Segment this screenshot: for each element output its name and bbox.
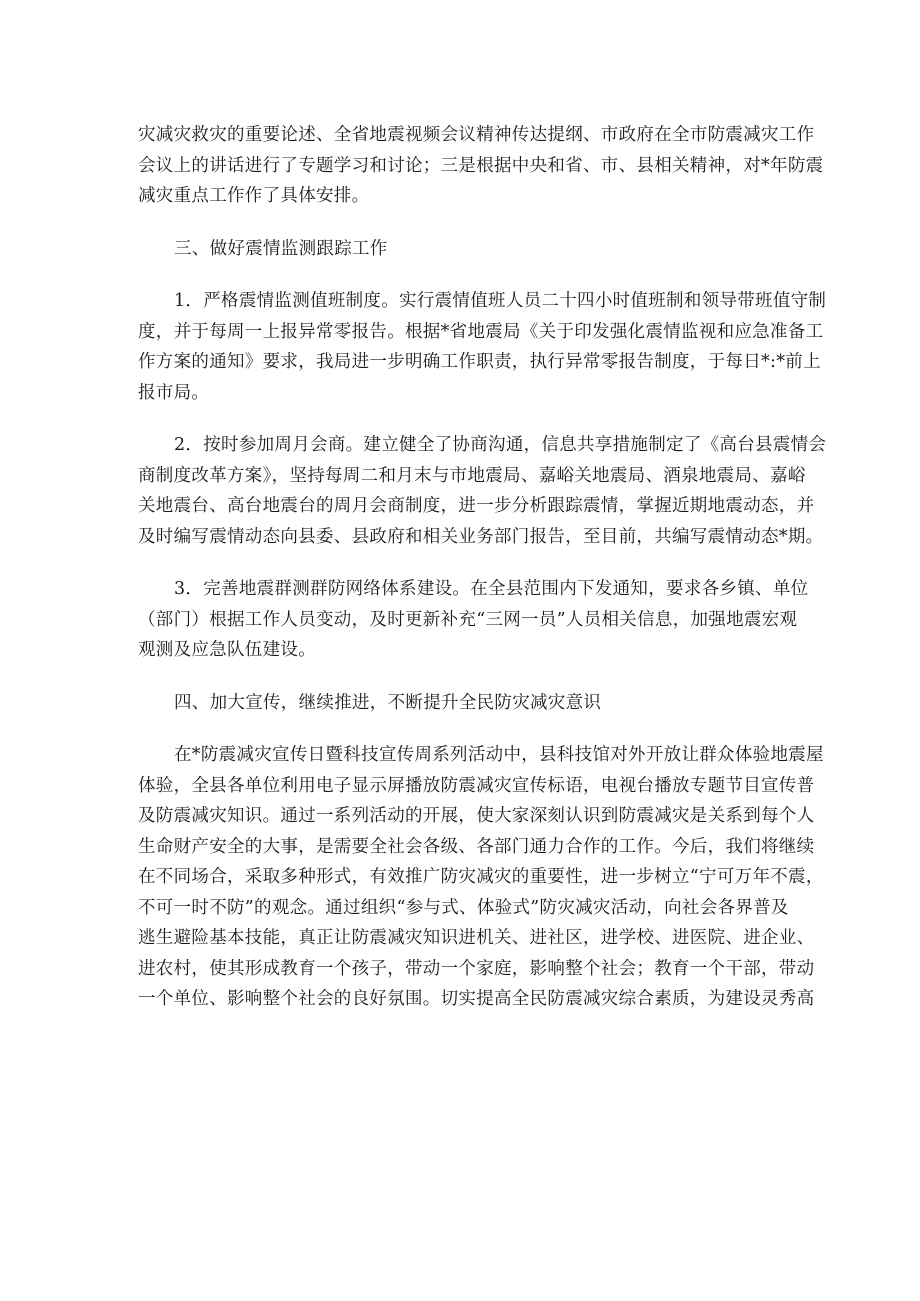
text-line: 及时编写震情动态向县委、县政府和相关业务部门报告，至目前，共编写震情动态*期。 bbox=[138, 526, 824, 547]
text-line: 观测及应急队伍建设。 bbox=[138, 640, 316, 660]
text-line: 在不同场合，采取多种形式，有效推广防灾减灾的重要性，进一步树立“宁可万年不震， bbox=[138, 867, 824, 887]
document-page bbox=[138, 120, 827, 1037]
text-line: 及防震减灾知识。通过一系列活动的开展，使大家深刻认识到防震减灾是关系到每个人 bbox=[138, 806, 815, 826]
paragraph-publicity bbox=[138, 740, 824, 1015]
text-line: （部门）根据工作人员变动，及时更新补充“三网一员”人员相关信息，加强地震宏观 bbox=[138, 609, 798, 630]
text-line: 1．严格震情监测值班制度。实行震情值班人员二十四小时值班制和领导带班值守制 bbox=[174, 291, 827, 311]
text-line: 灾减灾救灾的重要论述、全省地震视频会议精神传达提纲、市政府在全市防震减灾工作 bbox=[138, 125, 815, 145]
text-line: 2．按时参加周月会商。建立健全了协商沟通，信息共享措施制定了《高台县震情会 bbox=[174, 435, 827, 455]
text-line: 一个单位、影响整个社会的良好氛围。切实提高全民防震减灾综合素质，为建设灵秀高 bbox=[138, 989, 815, 1009]
text-line: 3．完善地震群测群防网络体系建设。在全县范围内下发通知，要求各乡镇、单位 bbox=[174, 579, 809, 599]
text-line: 作方案的通知》要求，我局进一步明确工作职责，执行异常零报告制度，于每日*:*前上 bbox=[138, 352, 821, 372]
text-line: 商制度改革方案》，坚持每周二和月末与市地震局、嘉峪关地震局、酒泉地震局、嘉峪 bbox=[138, 465, 806, 486]
text-line: 逃生避险基本技能，真正让防震减灾知识进机关、进社区，进学校、进医院、进企业、 bbox=[138, 928, 815, 948]
text-line: 在*防震减灾宣传日暨科技宣传周系列活动中，县科技馆对外开放让群众体验地震屋 bbox=[174, 745, 824, 765]
text-line: 生命财产安全的大事，是需要全社会各级、各部门通力合作的工作。今后，我们将继续 bbox=[138, 836, 815, 857]
section-heading-4: 四、加大宣传，继续推进，不断提升全民防灾减灾意识 bbox=[174, 692, 602, 713]
paragraph-continuation bbox=[138, 120, 824, 212]
text-line: 会议上的讲话进行了专题学习和讨论；三是根据中央和省、市、县相关精神，对*年防震 bbox=[138, 155, 824, 176]
paragraph-item-3 bbox=[138, 574, 809, 666]
text-line: 度，并于每周一上报异常零报告。根据*省地震局《关于印发强化震情监视和应急准备工 bbox=[138, 321, 824, 342]
paragraph-item-1 bbox=[138, 286, 827, 408]
text-line: 减灾重点工作作了具体安排。 bbox=[138, 186, 370, 206]
paragraph-item-2 bbox=[138, 430, 827, 552]
text-line: 进农村，使其形成教育一个孩子，带动一个家庭，影响整个社会；教育一个干部，带动 bbox=[138, 958, 815, 979]
text-line: 关地震台、高台地震台的周月会商制度，进一步分析跟踪震情，掌握近期地震动态，并 bbox=[138, 496, 815, 516]
text-line: 不可一时不防”的观念。通过组织“参与式、体验式”防灾减灾活动，向社会各界普及 bbox=[138, 897, 789, 918]
text-line: 报市局。 bbox=[138, 382, 210, 403]
section-heading-3: 三、做好震情监测跟踪工作 bbox=[174, 238, 388, 259]
text-line: 体验，全县各单位利用电子显示屏播放防震减灾宣传标语，电视台播放专题节目宣传普 bbox=[138, 775, 815, 796]
